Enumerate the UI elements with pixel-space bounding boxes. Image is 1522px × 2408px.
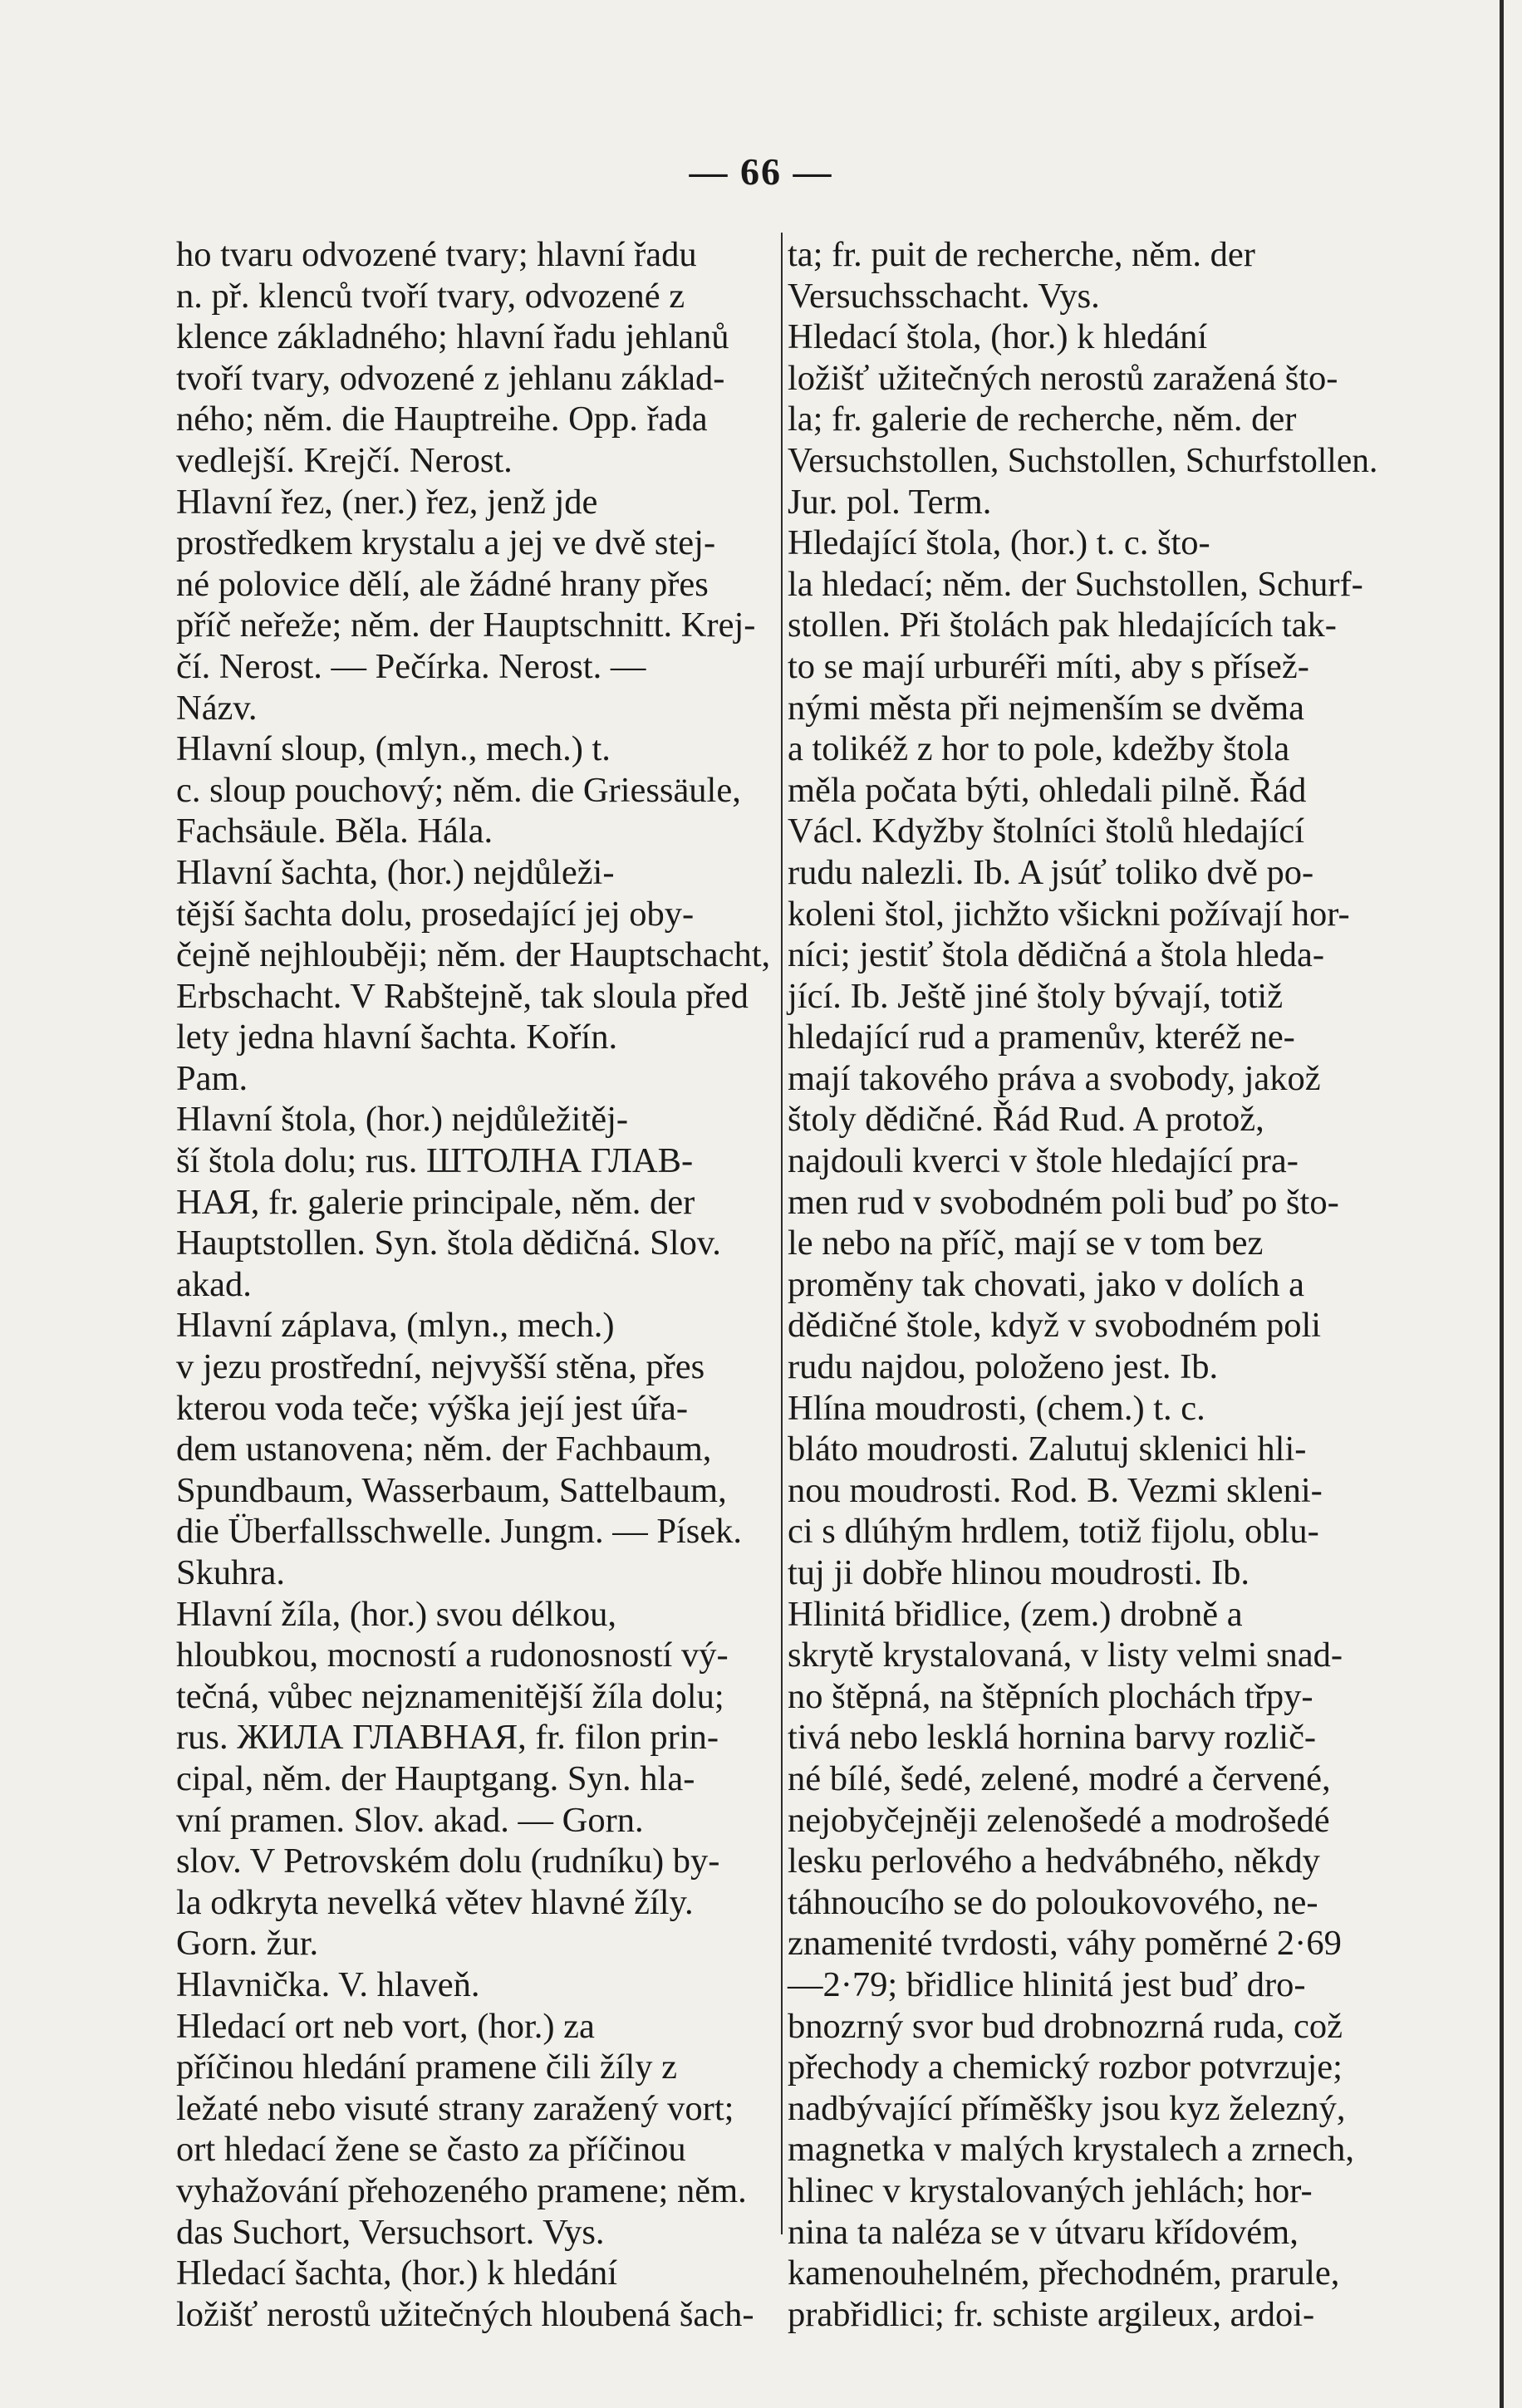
text-line: ort hledací žene se často za příčinou <box>176 2130 686 2170</box>
text-line: Václ. Kdyžby štolníci štolů hledající <box>788 812 1305 851</box>
text-line: koleni štol, jichžto všickni požívají hor- <box>788 894 1350 934</box>
text-line: n. př. klenců tvoří tvary, odvozené z <box>176 276 685 316</box>
text-line: Hlína moudrosti, (chem.) t. c. <box>788 1388 1205 1428</box>
text-line: tější šachta dolu, prosedající jej oby- <box>176 894 695 934</box>
text-line: čí. Nerost. — Pečírka. Nerost. — <box>176 646 646 686</box>
text-line: kterou voda teče; výška její jest úřa- <box>176 1388 689 1428</box>
page-number: — 66 — <box>689 150 833 193</box>
text-line: kamenouhelném, přechodném, prarule, <box>788 2254 1340 2293</box>
text-line: vyhažování přehozeného pramene; něm. <box>176 2170 747 2210</box>
text-line: Hlavní sloup, (mlyn., mech.) t. <box>176 729 611 769</box>
column-divider <box>781 233 783 2234</box>
text-line: Hauptstollen. Syn. štola dědičná. Slov. <box>176 1224 721 1263</box>
text-line: znamenité tvrdosti, váhy poměrné 2·69 <box>788 1924 1342 1964</box>
text-line: dem ustanovena; něm. der Fachbaum, <box>176 1430 712 1469</box>
text-line: táhnoucího se do poloukovového, ne- <box>788 1882 1318 1922</box>
text-line: bnozrný svor bud drobnozrná ruda, což <box>788 2006 1343 2046</box>
text-line: nadbývající příměšky jsou kyz železný, <box>788 2088 1346 2128</box>
text-line: cipal, něm. der Hauptgang. Syn. hla- <box>176 1758 695 1798</box>
text-line: a tolikéž z hor to pole, kdežby štola <box>788 729 1290 769</box>
text-line: Gorn. žur. <box>176 1924 319 1964</box>
text-line: bláto moudrosti. Zalutuj sklenici hli- <box>788 1430 1307 1469</box>
text-line: proměny tak chovati, jako v dolích a <box>788 1264 1304 1304</box>
text-line: die Überfallsschwelle. Jungm. — Písek. <box>176 1512 743 1552</box>
text-line: štoly dědičné. Řád Rud. A protož, <box>788 1100 1264 1140</box>
text-line: nina ta naléza se v útvaru křídovém, <box>788 2212 1299 2252</box>
text-line: hlinec v krystalovaných jehlách; hor- <box>788 2170 1313 2210</box>
text-line: rudu najdou, položeno jest. Ib. <box>788 1347 1219 1387</box>
text-line: rus. ЖИЛА ГЛАВНАЯ, fr. filon prin- <box>176 1718 719 1758</box>
text-line: dědičné štole, když v svobodném poli <box>788 1306 1322 1346</box>
text-line: Hlavnička. V. hlaveň. <box>176 1964 480 2004</box>
text-line: měla počata býti, ohledali pilně. Řád <box>788 770 1307 810</box>
text-line: mají takového práva a svobody, jakož <box>788 1058 1321 1098</box>
text-line: příč neřeže; něm. der Hauptschnitt. Krej- <box>176 606 756 645</box>
text-line: přechody a chemický rozbor potvrzuje; <box>788 2048 1343 2087</box>
text-line: ležaté nebo visuté strany zaražený vort; <box>176 2088 734 2128</box>
text-line: nejobyčejněji zelenošedé a modrošedé <box>788 1800 1330 1840</box>
text-line: Pam. <box>176 1058 248 1098</box>
text-line: Versuchstollen, Suchstollen, Schurfstollen. <box>788 440 1378 480</box>
text-line: ložišť užitečných nerostů zaražená što- <box>788 358 1338 398</box>
text-line: Hlavní šachta, (hor.) nejdůleži- <box>176 852 615 892</box>
text-line: Spundbaum, Wasserbaum, Sattelbaum, <box>176 1470 727 1510</box>
text-line: lety jedna hlavní šachta. Kořín. <box>176 1018 618 1057</box>
text-line: vní pramen. Slov. akad. — Gorn. <box>176 1800 644 1840</box>
page-edge-line <box>1500 0 1504 2408</box>
text-line: Versuchsschacht. Vys. <box>788 276 1100 316</box>
text-line: rudu nalezli. Ib. A jsúť toliko dvě po- <box>788 852 1314 892</box>
text-line: Hlavní řez, (ner.) řez, jenž jde <box>176 482 598 522</box>
text-line: das Suchort, Versuchsort. Vys. <box>176 2212 605 2252</box>
text-line: tvoří tvary, odvozené z jehlanu základ- <box>176 358 725 398</box>
text-line: Názv. <box>176 688 258 728</box>
text-line: akad. <box>176 1264 252 1304</box>
text-line: no štěpná, na štěpních plochách třpy- <box>788 1676 1313 1716</box>
text-line: Hlavní žíla, (hor.) svou délkou, <box>176 1594 616 1634</box>
text-line: tivá nebo lesklá hornina barvy rozlič- <box>788 1718 1317 1758</box>
text-line: Fachsäule. Běla. Hála. <box>176 812 493 851</box>
left-column <box>176 234 779 2335</box>
text-line: Hledací šachta, (hor.) k hledání <box>176 2254 618 2293</box>
text-line: najdouli kverci v štole hledající pra- <box>788 1141 1299 1181</box>
text-line: Hlavní záplava, (mlyn., mech.) <box>176 1306 615 1346</box>
text-line: v jezu prostřední, nejvyšší stěna, přes <box>176 1347 705 1387</box>
text-line: nou moudrosti. Rod. B. Vezmi skleni- <box>788 1470 1323 1510</box>
right-column <box>788 234 1377 2335</box>
text-line: jící. Ib. Ještě jiné štoly bývají, totiž <box>788 976 1284 1016</box>
text-line: ší štola dolu; rus. ШТОЛНА ГЛАВ- <box>176 1141 694 1181</box>
text-line: Hlavní štola, (hor.) nejdůležitěj- <box>176 1100 629 1140</box>
text-line: tečná, vůbec nejznamenitější žíla dolu; <box>176 1676 724 1716</box>
text-line: né polovice dělí, ale žádné hrany přes <box>176 564 709 604</box>
text-line: prabřidlici; fr. schiste argileux, ardoi- <box>788 2294 1315 2334</box>
text-line: НАЯ, fr. galerie principale, něm. der <box>176 1182 695 1222</box>
text-line: ložišť nerostů užitečných hloubená šach- <box>176 2294 754 2334</box>
text-line: to se mají urburéři míti, aby s přísež- <box>788 646 1309 686</box>
text-line: le nebo na příč, mají se v tom bez <box>788 1224 1264 1263</box>
text-line: stollen. Při štolách pak hledajících tak- <box>788 606 1337 645</box>
text-line: vedlejší. Krejčí. Nerost. <box>176 440 513 480</box>
text-line: hloubkou, mocností a rudonosností vý- <box>176 1636 729 1675</box>
text-line: nými města při nejmenším se dvěma <box>788 688 1305 728</box>
text-line: magnetka v malých krystalech a zrnech, <box>788 2130 1355 2170</box>
text-line: ho tvaru odvozené tvary; hlavní řadu <box>176 235 697 274</box>
text-line: Hledací ort neb vort, (hor.) za <box>176 2006 595 2046</box>
text-line: níci; jestiť štola dědičná a štola hleda- <box>788 935 1325 975</box>
text-line: čejně nejhlouběji; něm. der Hauptschacht, <box>176 935 771 975</box>
text-line: ci s dlúhým hrdlem, totiž fijolu, oblu- <box>788 1512 1319 1552</box>
text-line: Skuhra. <box>176 1553 286 1592</box>
text-line: la; fr. galerie de recherche, něm. der <box>788 400 1297 439</box>
text-line: tuj ji dobře hlinou moudrosti. Ib. <box>788 1553 1250 1592</box>
text-line: Erbschacht. V Rabštejně, tak sloula před <box>176 976 749 1016</box>
text-line: né bílé, šedé, zelené, modré a červené, <box>788 1758 1331 1798</box>
text-line: lesku perlového a hedvábného, někdy <box>788 1842 1320 1881</box>
text-line: příčinou hledání pramene čili žíly z <box>176 2048 678 2087</box>
text-line: men rud v svobodném poli buď po što- <box>788 1182 1339 1222</box>
text-line: la hledací; něm. der Suchstollen, Schurf- <box>788 564 1363 604</box>
text-line: prostředkem krystalu a jej ve dvě stej- <box>176 523 716 563</box>
text-line: skrytě krystalovaná, v listy velmi snad- <box>788 1636 1343 1675</box>
text-line: Hlinitá břidlice, (zem.) drobně a <box>788 1594 1243 1634</box>
text-line: —2·79; břidlice hlinitá jest buď dro- <box>788 1964 1306 2004</box>
text-line: slov. V Petrovském dolu (rudníku) by- <box>176 1842 720 1881</box>
text-line: Jur. pol. Term. <box>788 482 992 522</box>
text-line: klence základného; hlavní řadu jehlanů <box>176 317 729 357</box>
text-line: ta; fr. puit de recherche, něm. der <box>788 235 1255 274</box>
text-line: c. sloup pouchový; něm. die Griessäule, <box>176 770 741 810</box>
text-line: Hledající štola, (hor.) t. c. što- <box>788 523 1210 563</box>
text-line: Hledací štola, (hor.) k hledání <box>788 317 1208 357</box>
text-line: ného; něm. die Hauptreihe. Opp. řada <box>176 400 708 439</box>
text-line: la odkryta nevelká větev hlavné žíly. <box>176 1882 694 1922</box>
text-line: hledající rud a pramenův, kteréž ne- <box>788 1018 1295 1057</box>
